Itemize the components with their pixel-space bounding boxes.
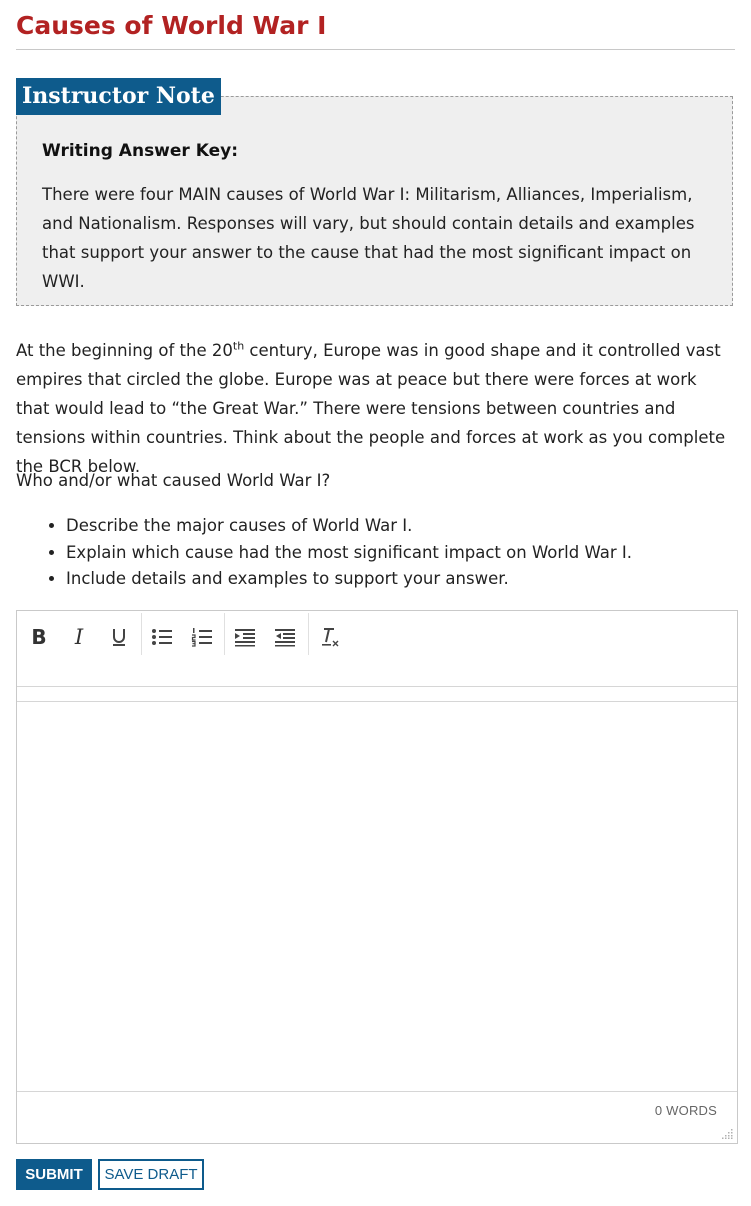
list-group xyxy=(142,617,222,657)
numbered-list-icon xyxy=(191,627,213,647)
indent-group xyxy=(225,617,305,657)
intro-paragraph xyxy=(16,336,728,481)
clear-formatting-icon xyxy=(318,626,340,648)
prompt-bullet-list xyxy=(16,513,632,593)
list-item: • Include details and examples to support your answer. xyxy=(66,566,632,593)
list-item: • Describe the major causes of World War I. xyxy=(66,513,632,540)
instructor-note-tab: Instructor Note xyxy=(16,78,221,115)
text-style-group xyxy=(19,617,139,657)
answer-key-heading: Writing Answer Key: xyxy=(42,141,239,161)
answer-key-text: There were four MAIN causes of World War I: Militarism, Alliances, Imperialism, and Nationalism. Responses will vary, but should contain details and examples that support your answer to the cause that had the most significant impact on WWI. xyxy=(42,185,695,291)
format-group xyxy=(309,617,349,657)
submit-button[interactable]: SUBMIT xyxy=(16,1159,92,1190)
indent-button[interactable] xyxy=(225,617,265,657)
numbered-list-button[interactable] xyxy=(182,617,222,657)
rich-text-editor xyxy=(16,610,738,1144)
intro-text-rest: century, Europe was in good shape and it controlled vast empires that circled the globe. Europe was at peace but there were forces at work that would lead to “the Great War.” There were tensions between countries and tensions within countries. Think about the people and forces at work as you complete the BCR below. xyxy=(16,341,726,476)
word-count: 0 WORDS xyxy=(654,1103,717,1118)
bulleted-list-button[interactable] xyxy=(142,617,182,657)
toolbar-bottom-border xyxy=(17,701,737,702)
resize-grip-icon[interactable] xyxy=(721,1127,733,1139)
underline-icon xyxy=(110,627,128,647)
underline-button[interactable] xyxy=(99,617,139,657)
page-title: Causes of World War I xyxy=(16,11,327,40)
italic-button[interactable] xyxy=(59,617,99,657)
list-item: • Explain which cause had the most significant impact on World War I. xyxy=(66,540,632,567)
outdent-icon xyxy=(274,627,296,647)
bold-button[interactable] xyxy=(19,617,59,657)
intro-text-start: At the beginning of the 20 xyxy=(16,341,233,360)
save-draft-button[interactable]: SAVE DRAFT xyxy=(98,1159,204,1190)
indent-icon xyxy=(234,627,256,647)
editor-toolbar xyxy=(17,611,737,687)
bulleted-list-icon xyxy=(151,627,173,647)
title-divider xyxy=(16,49,735,50)
status-bar-divider xyxy=(17,1091,737,1092)
italic-icon: I xyxy=(74,625,84,649)
clear-formatting-button[interactable] xyxy=(309,617,349,657)
intro-superscript: th xyxy=(232,339,245,353)
bold-icon: B xyxy=(31,625,47,649)
outdent-button[interactable] xyxy=(265,617,305,657)
answer-text-area[interactable] xyxy=(17,703,737,1091)
prompt-question: Who and/or what caused World War I? xyxy=(16,471,331,490)
